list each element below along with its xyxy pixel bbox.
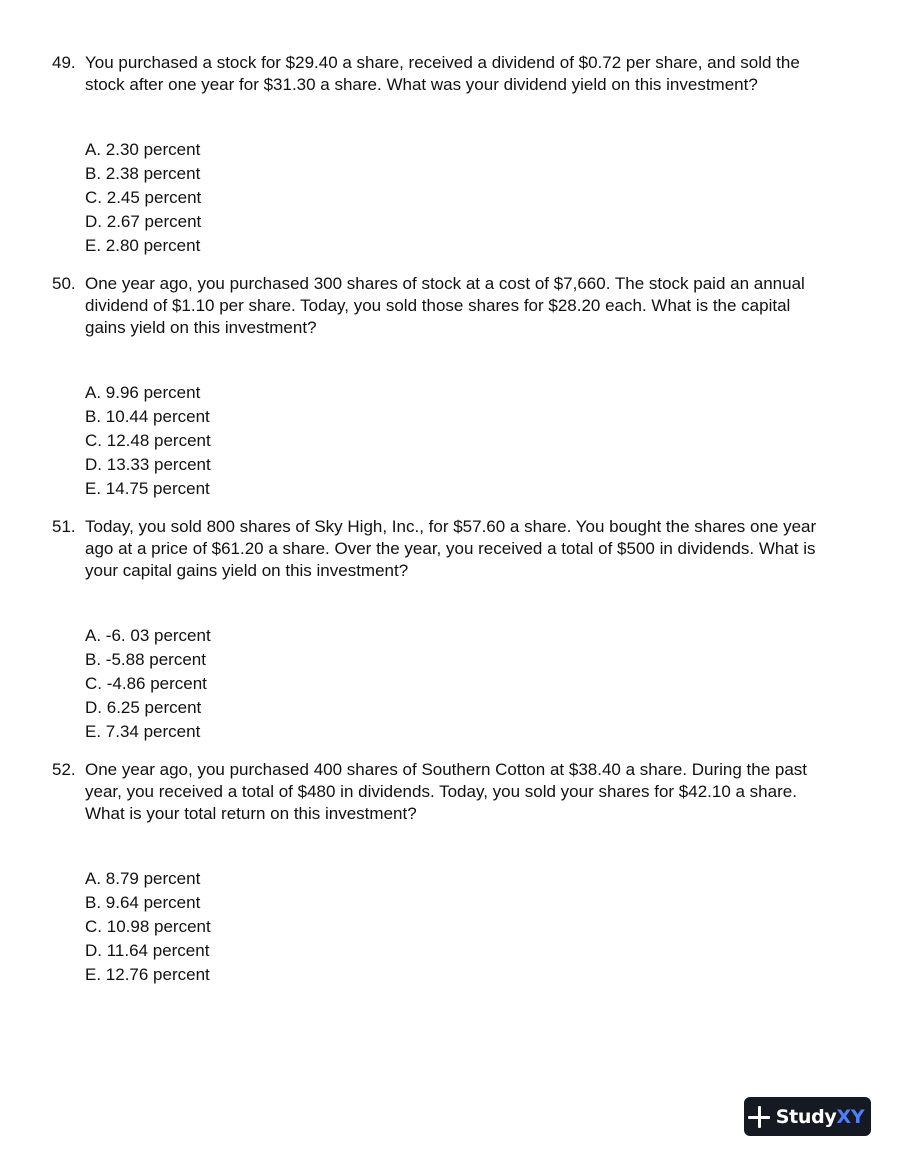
question-text	[85, 759, 852, 825]
answer-choices	[85, 867, 211, 987]
question-header	[52, 516, 852, 582]
choice-text: 12.48 percent	[106, 431, 211, 450]
choice-letter: E.	[85, 722, 102, 741]
choice-letter: C.	[85, 431, 102, 450]
question-line: You purchased a stock for $29.40 a share, received a dividend of $0.72 per share, and sold the	[85, 53, 800, 72]
choice-letter: A.	[85, 869, 102, 888]
choice-text: 2.45 percent	[106, 188, 202, 207]
question-text	[85, 52, 852, 96]
answer-choice	[85, 210, 201, 234]
logo-text	[776, 1106, 865, 1128]
choice-text: -5.88 percent	[105, 650, 206, 669]
choice-letter: E.	[85, 965, 102, 984]
answer-choice	[85, 477, 211, 501]
answer-choice	[85, 672, 211, 696]
answer-choice	[85, 867, 211, 891]
question-number: 50.	[52, 274, 76, 293]
question-text	[85, 273, 852, 339]
question-header	[52, 273, 852, 339]
choice-text: 2.38 percent	[105, 164, 201, 183]
answer-choice	[85, 648, 211, 672]
question-52	[52, 759, 852, 984]
choice-text: 9.96 percent	[105, 383, 201, 402]
choice-text: 13.33 percent	[106, 455, 211, 474]
question-header	[52, 759, 852, 825]
answer-choice	[85, 915, 211, 939]
choice-text: 14.75 percent	[105, 479, 210, 498]
choice-letter: B.	[85, 650, 102, 669]
choice-text: 11.64 percent	[106, 941, 210, 960]
choice-letter: B.	[85, 407, 102, 426]
answer-choices	[85, 624, 211, 744]
question-49	[52, 52, 852, 255]
choice-text: 7.34 percent	[105, 722, 201, 741]
choice-letter: C.	[85, 674, 102, 693]
answer-choices	[85, 381, 211, 501]
answer-choice	[85, 405, 211, 429]
question-line: dividend of $1.10 per share. Today, you sold those shares for $28.20 each. What is the capital	[85, 296, 791, 315]
question-number: 49.	[52, 53, 76, 72]
choice-letter: E.	[85, 236, 102, 255]
question-line: gains yield on this investment?	[85, 318, 317, 337]
answer-choice	[85, 720, 211, 744]
question-line: One year ago, you purchased 300 shares of stock at a cost of $7,660. The stock paid an annual	[85, 274, 805, 293]
choice-text: -6. 03 percent	[105, 626, 211, 645]
answer-choice	[85, 429, 211, 453]
question-line: stock after one year for $31.30 a share. What was your dividend yield on this investment?	[85, 75, 758, 94]
answer-choices	[85, 138, 201, 258]
question-line: One year ago, you purchased 400 shares of Southern Cotton at $38.40 a share. During the past	[85, 760, 808, 779]
question-51	[52, 516, 852, 741]
choice-letter: A.	[85, 140, 102, 159]
choice-text: 9.64 percent	[105, 893, 201, 912]
logo-text-main: Study	[775, 1105, 837, 1128]
answer-choice	[85, 234, 201, 258]
choice-text: 8.79 percent	[105, 869, 201, 888]
choice-letter: D.	[85, 698, 102, 717]
choice-letter: B.	[85, 893, 102, 912]
question-number: 52.	[52, 760, 76, 779]
choice-text: 10.98 percent	[106, 917, 211, 936]
choice-letter: D.	[85, 941, 102, 960]
choice-letter: D.	[85, 455, 102, 474]
choice-text: 6.25 percent	[106, 698, 202, 717]
choice-text: 10.44 percent	[105, 407, 210, 426]
question-line: your capital gains yield on this investment?	[85, 561, 409, 580]
question-line: ago at a price of $61.20 a share. Over the year, you received a total of $500 in dividends. What is	[85, 539, 816, 558]
choice-letter: B.	[85, 164, 102, 183]
question-line: year, you received a total of $480 in dividends. Today, you sold your shares for $42.10 a share.	[85, 782, 797, 801]
logo-text-accent: XY	[836, 1105, 865, 1128]
answer-choice	[85, 624, 211, 648]
answer-choice	[85, 939, 211, 963]
choice-text: 2.67 percent	[106, 212, 202, 231]
choice-letter: D.	[85, 212, 102, 231]
choice-text: 12.76 percent	[105, 965, 210, 984]
answer-choice	[85, 186, 201, 210]
choice-text: -4.86 percent	[106, 674, 207, 693]
answer-choice	[85, 963, 211, 987]
plus-icon	[747, 1105, 771, 1129]
answer-choice	[85, 453, 211, 477]
choice-letter: E.	[85, 479, 102, 498]
question-50	[52, 273, 852, 498]
studyxy-logo	[744, 1097, 871, 1136]
choice-text: 2.30 percent	[105, 140, 201, 159]
question-header	[52, 52, 852, 96]
choice-letter: A.	[85, 383, 102, 402]
question-number: 51.	[52, 517, 76, 536]
question-line: Today, you sold 800 shares of Sky High, Inc., for $57.60 a share. You bought the shares one year	[85, 517, 817, 536]
answer-choice	[85, 162, 201, 186]
choice-letter: C.	[85, 917, 102, 936]
choice-text: 2.80 percent	[105, 236, 201, 255]
answer-choice	[85, 696, 211, 720]
question-text	[85, 516, 852, 582]
answer-choice	[85, 138, 201, 162]
question-line: What is your total return on this investment?	[85, 804, 417, 823]
choice-letter: A.	[85, 626, 102, 645]
answer-choice	[85, 891, 211, 915]
choice-letter: C.	[85, 188, 102, 207]
answer-choice	[85, 381, 211, 405]
